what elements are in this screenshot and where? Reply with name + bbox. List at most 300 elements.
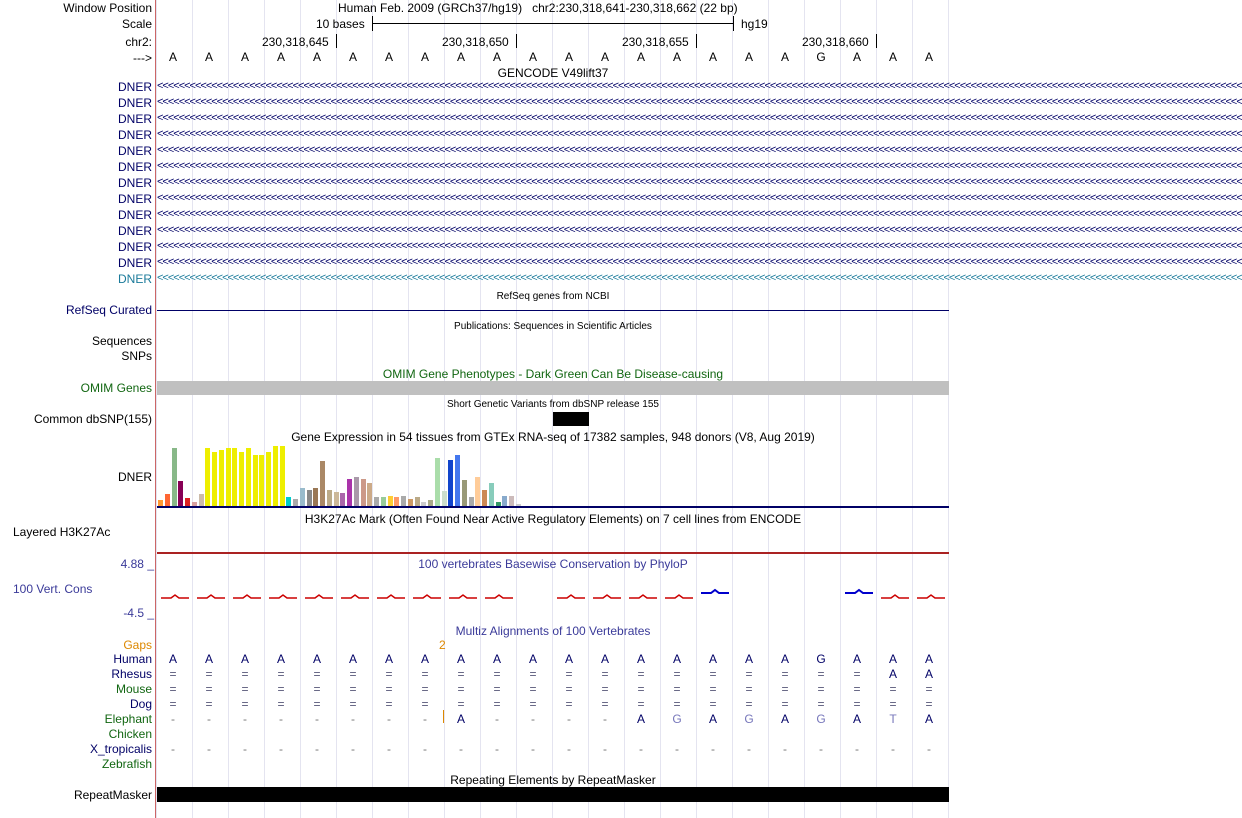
alignment-base: - <box>567 712 571 726</box>
alignment-base: A <box>204 652 213 666</box>
gtex-tissue-bar[interactable] <box>320 461 325 506</box>
alignment-base: = <box>853 697 861 711</box>
strand-arrows: <<<<<<<<<<<<<<<<<<<<<<<<<<<<<<<<<<<<<<<<<<<<<<<<<<<<<<<<<<<<<<<<<<<<<<<<<<<<<<<<<<<<<<<<<<<<<<<<<<<<<<<<<<<<<<<<<<<<<<<<<<<<<<<<<<<<<<<<<<<<<<<<<<<<<<<<<<<<<<<<<<<<<<<<<<<<<<<<<<<<<<<<<<<<<<<<<<<<<<<< <box>157 96 1242 108</box>
alignment-base: - <box>387 712 391 726</box>
strand-arrows: <<<<<<<<<<<<<<<<<<<<<<<<<<<<<<<<<<<<<<<<<<<<<<<<<<<<<<<<<<<<<<<<<<<<<<<<<<<<<<<<<<<<<<<<<<<<<<<<<<<<<<<<<<<<<<<<<<<<<<<<<<<<<<<<<<<<<<<<<<<<<<<<<<<<<<<<<<<<<<<<<<<<<<<<<<<<<<<<<<<<<<<<<<<<<<<<<<<<<<<< <box>157 160 1242 172</box>
gtex-tissue-bar[interactable] <box>259 455 264 506</box>
alignment-base: - <box>531 742 535 756</box>
gtex-tissue-bar[interactable] <box>394 497 399 506</box>
gtex-tissue-bar[interactable] <box>509 496 514 506</box>
gtex-tissue-bar[interactable] <box>469 497 474 506</box>
gtex-tissue-bar[interactable] <box>219 450 224 506</box>
phylop-base-score <box>845 590 873 593</box>
sequence-base: A <box>744 50 753 64</box>
chrom-label: chr2: <box>125 35 152 49</box>
coord-tick <box>336 34 337 48</box>
phylop-base-score <box>449 595 477 598</box>
alignment-base: A <box>420 652 429 666</box>
phylop-base-score <box>197 595 225 598</box>
alignment-base: A <box>888 667 897 681</box>
alignment-base: - <box>243 742 247 756</box>
coord-tick-label: 230,318,650 <box>442 35 509 49</box>
alignment-base: = <box>853 682 861 696</box>
gtex-tissue-bar[interactable] <box>327 490 332 506</box>
alignment-base: A <box>348 652 357 666</box>
alignment-base: - <box>351 712 355 726</box>
alignment-base: = <box>565 697 573 711</box>
alignment-base: = <box>205 682 213 696</box>
alignment-base: A <box>924 712 933 726</box>
alignment-base: - <box>387 742 391 756</box>
gtex-tissue-bar[interactable] <box>226 448 231 506</box>
gtex-tissue-bar[interactable] <box>347 479 352 506</box>
strand-label: ---> <box>133 51 152 65</box>
alignment-base: - <box>783 742 787 756</box>
alignment-base: = <box>169 667 177 681</box>
phylop-base-score <box>701 590 729 593</box>
gencode-transcript[interactable] <box>157 144 1242 158</box>
gtex-tissue-bar[interactable] <box>280 446 285 506</box>
species-label-mouse[interactable]: Mouse <box>115 682 152 696</box>
gencode-gene-label[interactable]: DNER <box>117 176 152 190</box>
phylop-base-score <box>233 595 261 598</box>
gencode-gene-label[interactable]: DNER <box>117 96 152 110</box>
gtex-tissue-bar[interactable] <box>266 452 271 506</box>
gencode-transcript[interactable] <box>157 96 1242 110</box>
coord-tick-label: 230,318,645 <box>262 35 329 49</box>
phylop-title: 100 vertebrates Basewise Conservation by PhyloP <box>418 557 688 571</box>
phylop-base-score <box>881 595 909 598</box>
strand-arrows: <<<<<<<<<<<<<<<<<<<<<<<<<<<<<<<<<<<<<<<<<<<<<<<<<<<<<<<<<<<<<<<<<<<<<<<<<<<<<<<<<<<<<<<<<<<<<<<<<<<<<<<<<<<<<<<<<<<<<<<<<<<<<<<<<<<<<<<<<<<<<<<<<<<<<<<<<<<<<<<<<<<<<<<<<<<<<<<<<<<<<<<<<<<<<<<<<<<<<<<< <box>157 128 1242 140</box>
alignment-base: = <box>205 697 213 711</box>
alignment-base: = <box>493 697 501 711</box>
gtex-tissue-bar[interactable] <box>361 479 366 506</box>
gtex-tissue-bar[interactable] <box>212 452 217 506</box>
alignment-base: = <box>529 682 537 696</box>
gtex-tissue-bar[interactable] <box>388 496 393 506</box>
alignment-base: A <box>780 712 789 726</box>
gtex-tissue-bar[interactable] <box>462 480 467 506</box>
gencode-title: GENCODE V49lift37 <box>497 66 609 80</box>
alignment-base: = <box>601 682 609 696</box>
gencode-transcript[interactable] <box>157 80 1242 94</box>
strand-arrows: <<<<<<<<<<<<<<<<<<<<<<<<<<<<<<<<<<<<<<<<<<<<<<<<<<<<<<<<<<<<<<<<<<<<<<<<<<<<<<<<<<<<<<<<<<<<<<<<<<<<<<<<<<<<<<<<<<<<<<<<<<<<<<<<<<<<<<<<<<<<<<<<<<<<<<<<<<<<<<<<<<<<<<<<<<<<<<<<<<<<<<<<<<<<<<<<<<<<<<<< <box>157 176 1242 188</box>
alignment-base: A <box>924 652 933 666</box>
alignment-base: = <box>709 697 717 711</box>
dbsnp-title: Short Genetic Variants from dbSNP release 155 <box>447 399 659 410</box>
gtex-tissue-bar[interactable] <box>232 448 237 506</box>
alignment-base: - <box>855 742 859 756</box>
alignment-base: = <box>493 667 501 681</box>
alignment-base: = <box>565 667 573 681</box>
alignment-base: - <box>171 712 175 726</box>
gtex-tissue-bar[interactable] <box>340 493 345 506</box>
sequence-base: A <box>240 50 249 64</box>
phylop-base-score <box>593 595 621 598</box>
alignment-base: T <box>889 712 897 726</box>
alignment-base: = <box>709 682 717 696</box>
alignment-base: = <box>277 697 285 711</box>
gencode-gene-label[interactable]: DNER <box>117 192 152 206</box>
alignment-base: - <box>747 742 751 756</box>
alignment-base: = <box>385 667 393 681</box>
gencode-gene-label[interactable]: DNER <box>117 160 152 174</box>
alignment-base: - <box>567 742 571 756</box>
alignment-base: = <box>745 667 753 681</box>
alignment-base: = <box>313 697 321 711</box>
alignment-base: = <box>925 697 933 711</box>
omim-label[interactable]: OMIM Genes <box>80 381 152 395</box>
gencode-transcript[interactable] <box>157 208 1242 222</box>
alignment-base: - <box>819 742 823 756</box>
phylop-base-score <box>665 595 693 598</box>
species-label-dog[interactable]: Dog <box>129 697 152 711</box>
phylop-max-label: 4.88 _ <box>120 557 154 571</box>
phylop-signal[interactable] <box>157 585 949 607</box>
alignment-base: = <box>601 697 609 711</box>
alignment-base: = <box>745 682 753 696</box>
gtex-tissue-bar[interactable] <box>415 497 420 506</box>
gencode-gene-label[interactable]: DNER <box>117 144 152 158</box>
alignment-base: A <box>456 712 465 726</box>
snp-variant-block[interactable] <box>553 412 589 426</box>
strand-arrows: <<<<<<<<<<<<<<<<<<<<<<<<<<<<<<<<<<<<<<<<<<<<<<<<<<<<<<<<<<<<<<<<<<<<<<<<<<<<<<<<<<<<<<<<<<<<<<<<<<<<<<<<<<<<<<<<<<<<<<<<<<<<<<<<<<<<<<<<<<<<<<<<<<<<<<<<<<<<<<<<<<<<<<<<<<<<<<<<<<<<<<<<<<<<<<<<<<<<<<<< <box>157 80 1242 92</box>
assembly-position-text[interactable] <box>338 1 738 15</box>
strand-arrows: <<<<<<<<<<<<<<<<<<<<<<<<<<<<<<<<<<<<<<<<<<<<<<<<<<<<<<<<<<<<<<<<<<<<<<<<<<<<<<<<<<<<<<<<<<<<<<<<<<<<<<<<<<<<<<<<<<<<<<<<<<<<<<<<<<<<<<<<<<<<<<<<<<<<<<<<<<<<<<<<<<<<<<<<<<<<<<<<<<<<<<<<<<<<<<<<<<<<<<<< <box>157 208 1242 220</box>
alignment-base: - <box>927 742 931 756</box>
alignment-base: A <box>600 652 609 666</box>
alignment-base: = <box>781 667 789 681</box>
scale-text: 10 bases <box>316 17 365 31</box>
alignment-base: - <box>603 712 607 726</box>
alignment-base: - <box>423 712 427 726</box>
alignment-base: - <box>279 742 283 756</box>
alignment-base: G <box>672 712 682 726</box>
gencode-gene-label[interactable]: DNER <box>117 128 152 142</box>
gtex-tissue-bar[interactable] <box>455 455 460 506</box>
coord-tick <box>696 34 697 48</box>
gencode-transcript[interactable] <box>157 128 1242 142</box>
sequence-base: A <box>348 50 357 64</box>
gtex-tissue-bar[interactable] <box>482 490 487 506</box>
gtex-tissue-bar[interactable] <box>408 499 413 506</box>
alignment-base: A <box>924 667 933 681</box>
refseq-title: RefSeq genes from NCBI <box>496 291 610 302</box>
scale-label: Scale <box>121 17 152 31</box>
alignment-base: = <box>277 667 285 681</box>
gtex-tissue-bar[interactable] <box>165 494 170 506</box>
h3k27ac-signal[interactable] <box>157 552 949 554</box>
gap-count: 2 <box>439 638 446 652</box>
refseq-label[interactable]: RefSeq Curated <box>65 303 152 317</box>
repeatmasker-block[interactable] <box>157 787 949 802</box>
alignment-base: A <box>384 652 393 666</box>
gtex-tissue-bar[interactable] <box>293 499 298 506</box>
alignment-base: A <box>744 652 753 666</box>
gencode-gene-label[interactable]: DNER <box>117 224 152 238</box>
alignment-base: - <box>315 712 319 726</box>
sequence-base: A <box>420 50 429 64</box>
alignment-base: A <box>240 652 249 666</box>
alignment-base: - <box>423 742 427 756</box>
sequence-base: A <box>708 50 717 64</box>
alignment-base: A <box>672 652 681 666</box>
gtex-tissue-bar[interactable] <box>334 492 339 506</box>
alignment-base: = <box>205 667 213 681</box>
alignment-base: = <box>169 697 177 711</box>
h3k27ac-title: H3K27Ac Mark (Often Found Near Active Regulatory Elements) on 7 cell lines from ENCODE <box>304 512 802 526</box>
sequence-base: A <box>852 50 861 64</box>
sequence-base: G <box>816 50 826 64</box>
omim-feature-bar[interactable] <box>157 381 949 395</box>
alignment-base: = <box>709 667 717 681</box>
alignment-base: = <box>421 682 429 696</box>
gencode-gene-label[interactable]: DNER <box>117 272 152 286</box>
coord-tick-label: 230,318,660 <box>802 35 869 49</box>
gencode-transcript[interactable] <box>157 176 1242 190</box>
alignment-base: = <box>277 682 285 696</box>
gtex-tissue-bar[interactable] <box>435 458 440 506</box>
alignment-base: = <box>385 682 393 696</box>
alignment-base: G <box>816 652 826 666</box>
db-label: hg19 <box>741 17 768 31</box>
alignment-base: A <box>168 652 177 666</box>
alignment-base: = <box>241 682 249 696</box>
alignment-base: = <box>637 667 645 681</box>
gaps-label[interactable]: Gaps <box>123 638 152 652</box>
species-label-chicken[interactable]: Chicken <box>108 727 152 741</box>
alignment-base: G <box>744 712 754 726</box>
repeatmasker-title: Repeating Elements by RepeatMasker <box>450 773 656 787</box>
species-label-rhesus[interactable]: Rhesus <box>111 667 152 681</box>
alignment-base: = <box>817 682 825 696</box>
phylop-base-score <box>557 595 585 598</box>
gtex-tissue-bar[interactable] <box>367 483 372 506</box>
alignment-base: - <box>171 742 175 756</box>
alignment-base: = <box>349 697 357 711</box>
alignment-base: = <box>349 682 357 696</box>
alignment-base: = <box>565 682 573 696</box>
alignment-base: - <box>315 742 319 756</box>
gtex-tissue-bar[interactable] <box>239 452 244 506</box>
sequence-base: A <box>528 50 537 64</box>
alignment-base: - <box>207 712 211 726</box>
alignment-base: = <box>457 682 465 696</box>
alignment-base: A <box>312 652 321 666</box>
sequence-base: A <box>204 50 213 64</box>
coord-tick <box>516 34 517 48</box>
alignment-base: = <box>601 667 609 681</box>
species-label-human[interactable]: Human <box>113 652 152 666</box>
sequence-base: A <box>492 50 501 64</box>
strand-arrows: <<<<<<<<<<<<<<<<<<<<<<<<<<<<<<<<<<<<<<<<<<<<<<<<<<<<<<<<<<<<<<<<<<<<<<<<<<<<<<<<<<<<<<<<<<<<<<<<<<<<<<<<<<<<<<<<<<<<<<<<<<<<<<<<<<<<<<<<<<<<<<<<<<<<<<<<<<<<<<<<<<<<<<<<<<<<<<<<<<<<<<<<<<<<<<<<<<<<<<<< <box>157 272 1242 284</box>
alignment-base: A <box>888 652 897 666</box>
alignment-base: - <box>279 712 283 726</box>
alignment-base: = <box>529 697 537 711</box>
alignment-base: = <box>781 682 789 696</box>
alignment-base: = <box>817 697 825 711</box>
alignment-base: = <box>637 682 645 696</box>
phylop-base-score <box>413 595 441 598</box>
alignment-base: A <box>564 652 573 666</box>
alignment-base: - <box>459 742 463 756</box>
gtex-tissue-bar[interactable] <box>199 494 204 506</box>
gencode-transcript[interactable] <box>157 256 1242 270</box>
alignment-base: - <box>531 712 535 726</box>
alignment-base: - <box>495 742 499 756</box>
gtex-tissue-bar[interactable] <box>286 497 291 506</box>
alignment-base: = <box>169 682 177 696</box>
sequence-base: A <box>780 50 789 64</box>
scale-bar-left-tick <box>372 16 373 31</box>
alignment-base: - <box>207 742 211 756</box>
alignment-base: = <box>673 667 681 681</box>
sequence-base: A <box>456 50 465 64</box>
refseq-gene-line[interactable] <box>157 310 949 311</box>
snps-label[interactable]: SNPs <box>121 349 152 363</box>
sequence-base: A <box>384 50 393 64</box>
alignment-base: A <box>708 652 717 666</box>
gtex-tissue-bar[interactable] <box>502 496 507 506</box>
gencode-gene-label[interactable]: DNER <box>117 112 152 126</box>
alignment-base: = <box>493 682 501 696</box>
position-text: chr2:230,318,641-230,318,662 (22 bp) <box>532 1 738 15</box>
alignment-base: - <box>639 742 643 756</box>
alignment-base: - <box>495 712 499 726</box>
phylop-min-label: -4.5 _ <box>123 606 154 620</box>
gencode-transcript[interactable] <box>157 240 1242 254</box>
alignment-base: A <box>852 712 861 726</box>
phylop-base-score <box>269 595 297 598</box>
gtex-tissue-bar[interactable] <box>489 483 494 506</box>
dbsnp-label[interactable]: Common dbSNP(155) <box>33 412 152 426</box>
gtex-tissue-bar[interactable] <box>178 481 183 506</box>
gencode-gene-label[interactable]: DNER <box>117 80 152 94</box>
coord-tick-label: 230,318,655 <box>622 35 689 49</box>
sequence-base: A <box>168 50 177 64</box>
gtex-tissue-bar[interactable] <box>205 448 210 506</box>
species-label-zebrafish[interactable]: Zebrafish <box>101 757 152 771</box>
alignment-base: A <box>492 652 501 666</box>
sequence-base: A <box>672 50 681 64</box>
gap-marker <box>443 710 444 723</box>
sequence-base: A <box>636 50 645 64</box>
gencode-transcript[interactable] <box>157 224 1242 238</box>
sequence-base: A <box>888 50 897 64</box>
gtex-title: Gene Expression in 54 tissues from GTEx RNA-seq of 17382 samples, 948 donors (V8, Aug 2019) <box>291 430 815 444</box>
sequences-label[interactable]: Sequences <box>91 334 152 348</box>
alignment-base: = <box>925 682 933 696</box>
alignment-base: = <box>457 697 465 711</box>
alignment-base: = <box>313 667 321 681</box>
sequence-base: A <box>312 50 321 64</box>
gtex-tissue-bar[interactable] <box>300 488 305 506</box>
h3k27ac-label[interactable]: Layered H3K27Ac <box>13 525 111 539</box>
gtex-tissue-bar[interactable] <box>448 460 453 506</box>
window-position-label: Window Position <box>63 1 152 15</box>
strand-arrows: <<<<<<<<<<<<<<<<<<<<<<<<<<<<<<<<<<<<<<<<<<<<<<<<<<<<<<<<<<<<<<<<<<<<<<<<<<<<<<<<<<<<<<<<<<<<<<<<<<<<<<<<<<<<<<<<<<<<<<<<<<<<<<<<<<<<<<<<<<<<<<<<<<<<<<<<<<<<<<<<<<<<<<<<<<<<<<<<<<<<<<<<<<<<<<<<<<<<<<<< <box>157 240 1242 252</box>
phylop-base-score <box>629 595 657 598</box>
alignment-base: - <box>711 742 715 756</box>
gencode-transcript[interactable] <box>157 112 1242 126</box>
gtex-tissue-bar[interactable] <box>313 488 318 506</box>
gencode-gene-label[interactable]: DNER <box>117 240 152 254</box>
gtex-tissue-bar[interactable] <box>273 446 278 506</box>
alignment-base: A <box>636 652 645 666</box>
gencode-transcript[interactable] <box>157 192 1242 206</box>
scale-bar <box>372 23 733 24</box>
phylop-base-score <box>305 595 333 598</box>
gtex-tissue-bar[interactable] <box>475 477 480 506</box>
gencode-gene-label[interactable]: DNER <box>117 256 152 270</box>
species-label-elephant[interactable]: Elephant <box>104 712 152 726</box>
phylop-base-score <box>485 595 513 598</box>
alignment-base: = <box>889 697 897 711</box>
phylop-base-score <box>161 595 189 598</box>
strand-arrows: <<<<<<<<<<<<<<<<<<<<<<<<<<<<<<<<<<<<<<<<<<<<<<<<<<<<<<<<<<<<<<<<<<<<<<<<<<<<<<<<<<<<<<<<<<<<<<<<<<<<<<<<<<<<<<<<<<<<<<<<<<<<<<<<<<<<<<<<<<<<<<<<<<<<<<<<<<<<<<<<<<<<<<<<<<<<<<<<<<<<<<<<<<<<<<<<<<<<<<<< <box>157 192 1242 204</box>
alignment-base: = <box>637 697 645 711</box>
alignment-base: = <box>457 667 465 681</box>
alignment-base: = <box>385 697 393 711</box>
gtex-tissue-bar[interactable] <box>185 498 190 506</box>
sequence-base: A <box>276 50 285 64</box>
publications-title: Publications: Sequences in Scientific Articles <box>454 321 652 332</box>
alignment-base: - <box>675 742 679 756</box>
phylop-base-score <box>917 595 945 598</box>
alignment-base: - <box>603 742 607 756</box>
gtex-tissue-bar[interactable] <box>307 490 312 506</box>
strand-arrows: <<<<<<<<<<<<<<<<<<<<<<<<<<<<<<<<<<<<<<<<<<<<<<<<<<<<<<<<<<<<<<<<<<<<<<<<<<<<<<<<<<<<<<<<<<<<<<<<<<<<<<<<<<<<<<<<<<<<<<<<<<<<<<<<<<<<<<<<<<<<<<<<<<<<<<<<<<<<<<<<<<<<<<<<<<<<<<<<<<<<<<<<<<<<<<<<<<<<<<<< <box>157 224 1242 236</box>
gtex-tissue-bar[interactable] <box>401 496 406 506</box>
gencode-transcript[interactable] <box>157 272 1242 286</box>
gencode-transcript[interactable] <box>157 160 1242 174</box>
alignment-base: A <box>708 712 717 726</box>
multiz-title: Multiz Alignments of 100 Vertebrates <box>455 624 651 638</box>
gtex-tissue-bar[interactable] <box>381 497 386 506</box>
scale-bar-right-tick <box>733 16 734 31</box>
species-label-x_tropicalis[interactable]: X_tropicalis <box>89 742 152 756</box>
gtex-tissue-bar[interactable] <box>442 491 447 506</box>
alignment-base: = <box>781 697 789 711</box>
phylop-label[interactable]: 100 Vert. Cons <box>13 582 93 596</box>
gtex-tissue-bar[interactable] <box>374 497 379 506</box>
gtex-label[interactable]: DNER <box>117 470 152 484</box>
alignment-base: = <box>673 682 681 696</box>
alignment-base: = <box>853 667 861 681</box>
gtex-tissue-bar[interactable] <box>172 448 177 506</box>
alignment-base: A <box>636 712 645 726</box>
phylop-base-score <box>341 595 369 598</box>
alignment-base: A <box>528 652 537 666</box>
gtex-tissue-bar[interactable] <box>354 477 359 506</box>
sequence-base: A <box>564 50 573 64</box>
alignment-base: = <box>673 697 681 711</box>
gtex-bar-chart[interactable] <box>157 445 537 506</box>
alignment-base: A <box>780 652 789 666</box>
gencode-gene-label[interactable]: DNER <box>117 208 152 222</box>
coord-tick <box>876 34 877 48</box>
gtex-tissue-bar[interactable] <box>253 455 258 506</box>
alignment-base: = <box>889 682 897 696</box>
gtex-tissue-bar[interactable] <box>246 448 251 506</box>
repeatmasker-label[interactable]: RepeatMasker <box>73 788 152 802</box>
alignment-base: - <box>891 742 895 756</box>
omim-title: OMIM Gene Phenotypes - Dark Green Can Be Disease-causing <box>382 367 724 381</box>
alignment-base: = <box>241 667 249 681</box>
alignment-base: = <box>349 667 357 681</box>
alignment-base: = <box>313 682 321 696</box>
alignment-base: = <box>745 697 753 711</box>
